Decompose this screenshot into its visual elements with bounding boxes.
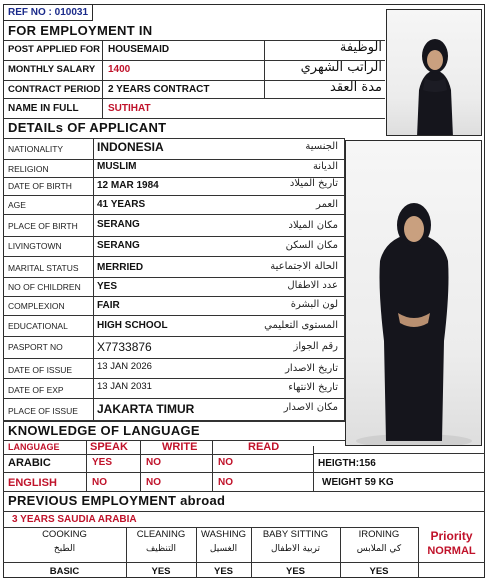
ref-no: REF NO : 010031 xyxy=(8,7,89,18)
age-arabic: العمر xyxy=(316,199,338,210)
salary-label: MONTHLY SALARY xyxy=(8,64,96,75)
nationality-label: NATIONALITY xyxy=(8,144,64,154)
livingtown-value: SERANG xyxy=(97,240,140,251)
skill-baby-sitting-label: BABY SITTING xyxy=(262,529,329,540)
marital-status-label: MARITAL STATUS xyxy=(8,263,79,273)
language-row-english-speak: NO xyxy=(92,477,107,488)
salary-value: 1400 xyxy=(108,64,131,75)
height-value: HEIGTH:156 xyxy=(318,458,376,469)
language-row-arabic-name: ARABIC xyxy=(8,457,51,469)
read-col-header: READ xyxy=(248,441,280,453)
priority-value: NORMAL xyxy=(427,545,476,557)
expiry-date-arabic: تاريخ الانتهاء xyxy=(288,382,338,393)
skill-cooking-label: COOKING xyxy=(42,529,87,540)
passport-label: PASPORT NO xyxy=(8,342,63,352)
place-of-issue-value: JAKARTA TIMUR xyxy=(97,402,195,416)
post-value: HOUSEMAID xyxy=(108,44,170,55)
expiry-date-value: 13 JAN 2031 xyxy=(97,381,152,392)
education-arabic: المستوى التعليمي xyxy=(264,320,338,331)
contract-arabic: مدة العقد xyxy=(330,80,382,95)
skill-washing-value: YES xyxy=(213,566,233,577)
skill-cleaning-arabic: التنظيف xyxy=(145,544,177,554)
religion-label: RELIGION xyxy=(8,164,49,174)
religion-arabic: الديانة xyxy=(312,161,338,172)
dob-arabic: تاريخ الميلاد xyxy=(289,178,338,189)
skill-washing-arabic: الغسيل xyxy=(209,544,238,554)
age-value: 41 YEARS xyxy=(97,199,146,210)
skill-ironing-value: YES xyxy=(369,566,389,577)
language-row-english-read: NO xyxy=(218,477,233,488)
children-label: NO OF CHILDREN xyxy=(8,282,81,292)
salary-arabic: الراتب الشهري xyxy=(300,60,382,75)
issue-date-label: DATE OF ISSUE xyxy=(8,365,73,375)
write-col-header: WRITE xyxy=(162,441,198,453)
marital-status-arabic: الحالة الاجتماعية xyxy=(270,261,338,272)
language-header: KNOWLEDGE OF LANGUAGE xyxy=(8,423,200,438)
place-of-birth-arabic: مكان الميلاد xyxy=(288,220,338,231)
place-of-issue-arabic: مكان الاصدار xyxy=(283,402,338,413)
nationality-arabic: الجنسية xyxy=(305,141,338,152)
dob-label: DATE OF BIRTH xyxy=(8,181,72,191)
age-label: AGE xyxy=(8,200,26,210)
education-label: EDUCATIONAL xyxy=(8,321,68,331)
skill-cleaning-label: CLEANING xyxy=(136,529,186,540)
issue-date-arabic: تاريخ الاصدار xyxy=(285,363,338,374)
issue-date-value: 13 JAN 2026 xyxy=(97,361,152,372)
post-arabic: الوظيفة xyxy=(339,40,382,55)
place-of-issue-label: PLACE OF ISSUE xyxy=(8,406,78,416)
post-label: POST APPLIED FOR xyxy=(8,44,101,55)
complexion-label: COMPLEXION xyxy=(8,301,65,311)
education-value: HIGH SCHOOL xyxy=(97,320,168,331)
portrait-figure-icon xyxy=(387,10,482,136)
employment-header: FOR EMPLOYMENT IN xyxy=(8,23,153,38)
religion-value: MUSLIM xyxy=(97,161,137,172)
language-row-english-write: NO xyxy=(146,477,161,488)
complexion-arabic: لون البشرة xyxy=(290,299,338,310)
livingtown-label: LIVINGTOWN xyxy=(8,241,62,251)
place-of-birth-label: PLACE OF BIRTH xyxy=(8,221,78,231)
complexion-value: FAIR xyxy=(97,300,120,311)
language-col-header: LANGUAGE xyxy=(8,442,60,452)
language-row-arabic-read: NO xyxy=(218,457,233,468)
contract-value: 2 YEARS CONTRACT xyxy=(108,84,210,95)
contract-label: CONTRACT PERIOD xyxy=(8,84,101,95)
name-value: SUTIHAT xyxy=(108,103,151,114)
priority-label: Priority xyxy=(430,529,473,543)
skill-baby-sitting-arabic: تربية الاطفال xyxy=(270,544,320,554)
name-label: NAME IN FULL xyxy=(8,103,79,114)
skill-washing-label: WASHING xyxy=(200,529,247,540)
weight-value: WEIGHT 59 KG xyxy=(322,477,394,488)
skill-cooking-value: BASIC xyxy=(49,566,80,577)
passport-value: X7733876 xyxy=(97,340,152,354)
previous-employment-header: PREVIOUS EMPLOYMENT abroad xyxy=(8,493,226,508)
dob-value: 12 MAR 1984 xyxy=(97,180,159,191)
children-value: YES xyxy=(97,281,118,292)
applicant-full-body-photo xyxy=(345,140,482,446)
children-arabic: عدد الاطفال xyxy=(287,280,338,291)
marital-status-value: MERRIED xyxy=(97,262,144,273)
language-row-arabic-speak: YES xyxy=(92,457,113,468)
previous-experience: 3 YEARS SAUDIA ARABIA xyxy=(12,514,137,525)
skill-cleaning-value: YES xyxy=(151,566,171,577)
skill-ironing-label: IRONING xyxy=(358,529,400,540)
expiry-date-label: DATE OF EXP xyxy=(8,385,64,395)
applicant-portrait-photo xyxy=(386,9,482,136)
language-row-arabic-write: NO xyxy=(146,457,161,468)
full-body-figure-icon xyxy=(346,141,482,446)
passport-arabic: رقم الجواز xyxy=(293,341,338,352)
skill-baby-sitting-value: YES xyxy=(285,566,305,577)
place-of-birth-value: SERANG xyxy=(97,219,140,230)
details-header: DETAILs OF APPLICANT xyxy=(8,120,167,135)
language-row-english-name: ENGLISH xyxy=(8,477,57,489)
ref-no-box xyxy=(3,4,93,21)
livingtown-arabic: مكان السكن xyxy=(285,240,338,251)
speak-col-header: SPEAK xyxy=(90,441,128,453)
skill-ironing-arabic: كي الملابس xyxy=(356,544,402,554)
nationality-value: INDONESIA xyxy=(97,140,164,154)
skill-cooking-arabic: الطبخ xyxy=(53,544,76,554)
